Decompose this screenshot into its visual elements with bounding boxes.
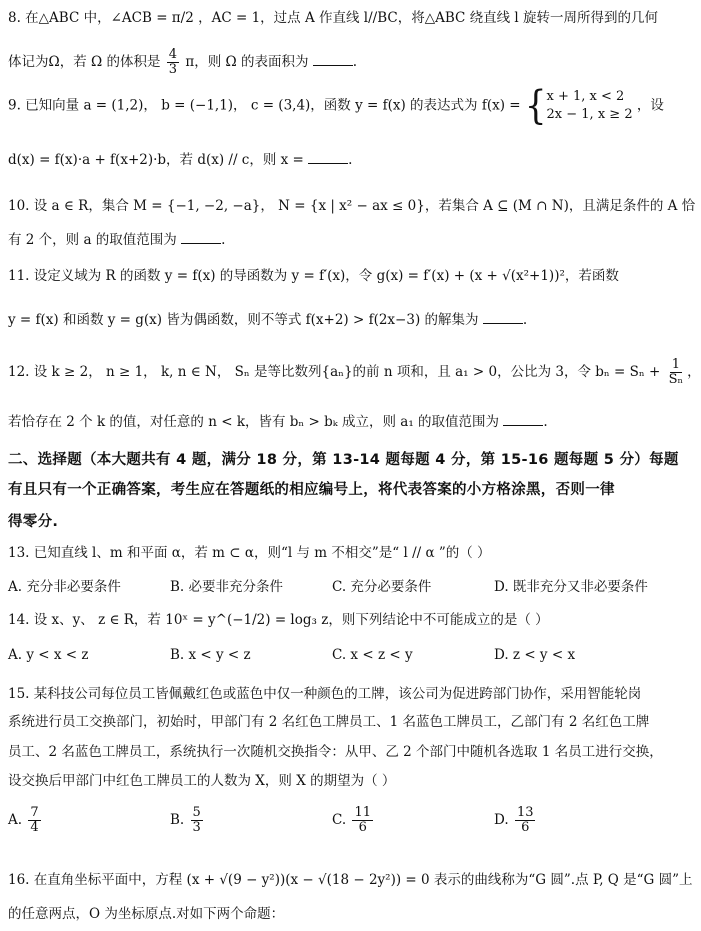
q13-option-b[interactable]: B. 必要非充分条件: [170, 579, 284, 595]
q12-end: .: [543, 414, 548, 430]
q9-line-2: [8, 150, 656, 170]
q15-line-3: 员工、2 名蓝色工牌员工，系统执行一次随机交换指令：从甲、乙 2 个部门中随机各选取 1 名员工进行交换，: [8, 744, 663, 760]
q9-piecewise-brace: {: [524, 83, 547, 129]
q11-line-2: [8, 310, 656, 330]
q15-line-4: 设交换后甲部门中红色工牌员工的人数为 X，则 X 的期望为（ ）: [8, 773, 396, 789]
q15-option-b-numerator: 5: [192, 805, 201, 820]
q15-option-d[interactable]: [494, 806, 537, 835]
q15-option-c-denominator: 6: [358, 820, 367, 835]
q8-volume-fraction: [167, 48, 179, 77]
q9-line-1: [8, 83, 664, 129]
q8-answer-blank[interactable]: [313, 53, 353, 66]
q15-option-d-label: D.: [494, 812, 509, 828]
q9-line-1-post: ，设: [636, 97, 664, 114]
q15-option-b-denominator: 3: [192, 820, 201, 835]
q15-option-c-fraction: [352, 806, 373, 835]
q8-volume-denominator: 3: [168, 62, 178, 77]
q9-end: .: [348, 152, 353, 168]
q13-option-d[interactable]: D. 既非充分又非必要条件: [494, 579, 648, 595]
q8-volume-numerator: 4: [168, 47, 178, 62]
q10-line-1: 10. 设 a ∈ R，集合 M = {−1, −2, −a}， N = {x | x² − ax ≤ 0}，若集合 A ⊆ (M ∩ N)，且满足条件的 A 恰: [8, 198, 696, 214]
q10-end: .: [221, 232, 226, 248]
q13-option-c[interactable]: C. 充分必要条件: [332, 579, 432, 595]
q15-line-1: 15. 某科技公司每位员工皆佩戴红色或蓝色中仅一种颜色的工牌，该公司为促进跨部门协作，采用智能轮岗: [8, 686, 642, 702]
q10-answer-blank[interactable]: [181, 231, 221, 244]
q15-option-d-denominator: 6: [521, 820, 530, 835]
q9-answer-blank[interactable]: [308, 151, 348, 164]
q12-line-1: 12. 设 k ≥ 2， n ≥ 1， k, n ∈ N， Sₙ 是等比数列{aₙ}的前 n 项和，且 a₁ > 0，公比为 3，令 bₙ = Sₙ + $\frac{1}{\text{Sₙ}}$ ，: [8, 357, 701, 387]
q8-line-2-pre: 体记为Ω，若 Ω 的体积是: [8, 54, 161, 70]
q12-line-2: [8, 412, 656, 432]
q15-option-b[interactable]: [170, 806, 205, 835]
q13-stem: 13. 已知直线 l、m 和平面 α，若 m ⊂ α，则“l 与 m 不相交”是“ l // α ”的（ ）: [8, 545, 491, 561]
q12-line-1-text: 12. 设 k ≥ 2， n ≥ 1， k, n ∈ N， Sₙ 是等比数列{aₙ}的前 n 项和，且 a₁ > 0，公比为 3，令 bₙ = Sₙ +: [8, 364, 661, 380]
q8-line-2-post: π，则 Ω 的表面积为: [185, 54, 309, 70]
q15-option-a-numerator: 7: [30, 805, 39, 820]
section2-header-line-2: 有且只有一个正确答案，考生应在答题纸的相应编号上，将代表答案的小方格涂黑，否则一律: [8, 482, 615, 498]
q12-line-2-text: 若恰存在 2 个 k 的值，对任意的 n < k，皆有 bₙ > bₖ 成立，则 a₁ 的取值范围为: [8, 414, 500, 430]
q8-line-2: [8, 48, 656, 77]
q12-fraction-numerator: 1: [671, 357, 681, 372]
q10-line-2-text: 有 2 个，则 a 的取值范围为: [8, 232, 177, 248]
q13-option-a[interactable]: A. 充分非必要条件: [8, 579, 121, 595]
q9-line-1-pre: 9. 已知向量 a = (1,2)， b = (−1,1)， c = (3,4)，函数 y = f(x) 的表达式为 f(x) =: [8, 97, 521, 114]
q15-option-a-denominator: 4: [30, 820, 39, 835]
q15-option-d-fraction: [515, 806, 536, 835]
q15-option-d-numerator: 13: [516, 805, 534, 820]
q9-piece-2: 2x − 1, x ≥ 2: [546, 107, 633, 122]
q9-line-2-text: d(x) = f(x)·a + f(x+2)·b，若 d(x) // c，则 x =: [8, 152, 304, 168]
q12-fraction: [667, 358, 686, 387]
q9-piecewise: [547, 88, 633, 124]
q11-line-1: 11. 设定义域为 R 的函数 y = f(x) 的导函数为 y = f′(x)，令 g(x) = f′(x) + (x + √(x²+1))²，若函数: [8, 268, 619, 284]
q16-line-1: 16. 在直角坐标平面中，方程 (x + √(9 − y²))(x − √(18 − 2y²)) = 0 表示的曲线称为“G 圆”.点 P, Q 是“G 圆”上: [8, 872, 693, 888]
q8-line-1: 8. 在△ABC 中，∠ACB = π/2 ，AC = 1，过点 A 作直线 l//BC，将△ABC 绕直线 l 旋转一周所得到的几何: [8, 10, 659, 26]
section2-header-line-1: 二、选择题（本大题共有 4 题，满分 18 分，第 13-14 题每题 4 分，第 15-16 题每题 5 分）每题: [8, 452, 679, 468]
q11-line-2-text: y = f(x) 和函数 y = g(x) 皆为偶函数，则不等式 f(x+2) > f(2x−3) 的解集为: [8, 312, 479, 328]
q14-option-d[interactable]: D. z < y < x: [494, 647, 576, 663]
q14-option-c[interactable]: C. x < z < y: [332, 647, 413, 663]
q15-option-a[interactable]: [8, 806, 43, 835]
q11-end: .: [522, 312, 528, 328]
q12-answer-blank[interactable]: [503, 413, 543, 426]
q15-option-c-label: C.: [332, 812, 347, 828]
q16-line-2: 的任意两点，O 为坐标原点.对如下两个命题：: [8, 906, 285, 922]
q14-option-a[interactable]: A. y < x < z: [8, 647, 89, 663]
section2-header-line-3: 得零分.: [8, 514, 59, 530]
q15-option-c[interactable]: [332, 806, 375, 835]
q11-answer-blank[interactable]: [483, 311, 523, 324]
q15-line-2: 系统进行员工交换部门，初始时，甲部门有 2 名红色工牌员工、1 名蓝色工牌员工，乙部门有 2 名红色工牌: [8, 714, 650, 730]
q15-option-a-label: A.: [8, 812, 23, 828]
q14-stem: 14. 设 x、y、 z ∈ R，若 10ˣ = y^(−1/2) = log₃ z，则下列结论中不可能成立的是（ ）: [8, 612, 549, 628]
q10-line-2: [8, 230, 656, 250]
q15-option-b-label: B.: [170, 812, 185, 828]
q12-fraction-denominator: Sₙ: [668, 372, 684, 387]
q15-option-b-fraction: [191, 806, 203, 835]
q15-option-c-numerator: 11: [354, 805, 371, 820]
q9-piece-1: x + 1, x < 2: [546, 89, 625, 104]
q8-end: .: [352, 54, 358, 70]
q15-option-a-fraction: [28, 806, 40, 835]
q14-option-b[interactable]: B. x < y < z: [170, 647, 251, 663]
